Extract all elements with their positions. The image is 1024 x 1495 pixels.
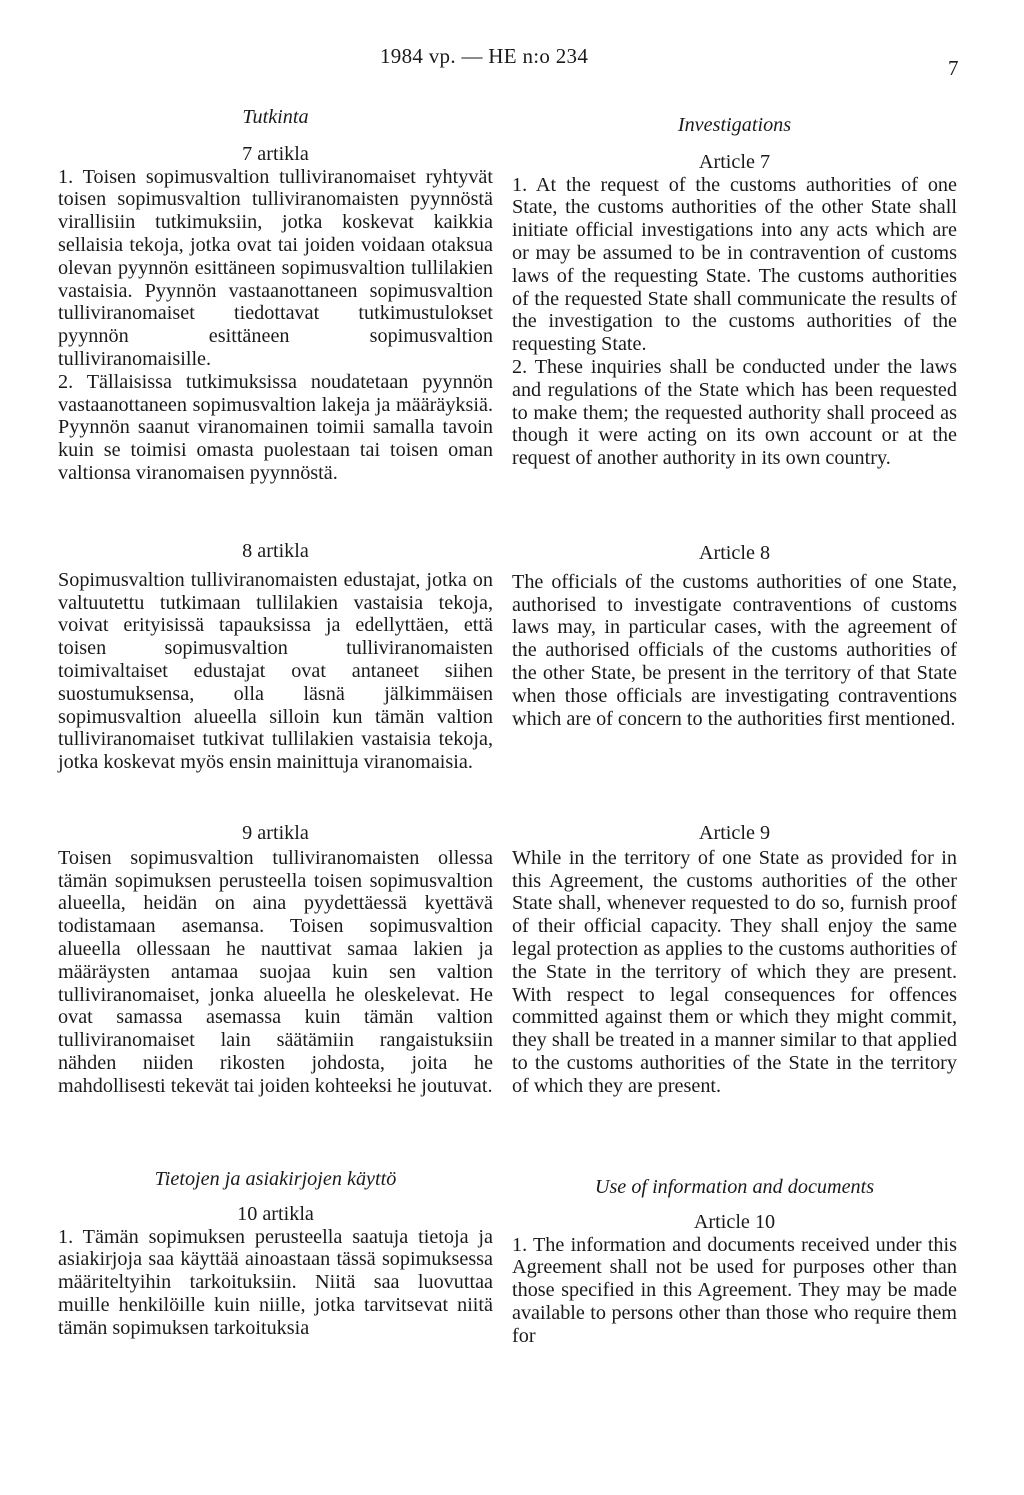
article-8-en [512,542,957,730]
article-7-paragraph-1: 1. Toisen sopimusvaltion tulliviranomaiset ryhtyvät toisen sopimusvaltion tulliviranomaisten pyynnöstä virallisiin tutkimuksiin, jotka koskevat kaikkia sellaisia tekoja, jotka ovat tai joiden voidaan otaksua olevan pyynnön esittäneen sopimusvaltion tullilakien vastaisia. Pyynnön vastaanottaneen sopimusvaltion tulliviranomaiset tiedottavat tutkimustulokset pyynnön esittäneen sopimusvaltion tulliviranomaisille. [58,165,493,370]
article-9-paragraph: Toisen sopimusvaltion tulliviranomaisten ollessa tämän sopimuksen perusteella toisen sopimusvaltion alueella, heidän on aina pyydettäessä kyettävä todistamaan asemansa. Toisen sopimusvaltion alueella ollessaan he nauttivat samaa lakien ja määräysten antamaa suojaa kuin sen valtion tulliviranomaiset, jonka alueella he oleskelevat. He ovat samassa asemassa kuin tämän valtion tulliviranomaiset lain säätämiin rangaistuksiin nähden niiden rikosten johdosta, joita he mahdollisesti tekevät tai joiden kohteeksi he joutuvat. [58,846,493,1097]
section-heading: Tietojen ja asiakirjojen käyttö [154,1168,397,1190]
article-9-title: Article 9 [698,822,771,844]
section-information-en [512,1170,957,1348]
article-10-title: Article 10 [693,1210,776,1233]
section-information-fi [58,1162,493,1340]
article-9-en [512,822,957,1098]
article-10-paragraph-1: 1. The information and documents received under this Agreement shall not be used for purposes other than those specified in this Agreement. They may be made available to persons other than those who require them for [512,1233,957,1347]
page-number: 7 [948,56,959,80]
article-8-title: 8 artikla [242,540,309,562]
article-8-fi [58,540,493,774]
section-investigations-fi [58,100,493,485]
article-8-paragraph: Sopimusvaltion tulliviranomaisten edustajat, jotka on valtuutettu tutkimaan tullilakien vastaisia tekoja, voivat erityisissä tapauksissa ja edellyttäen, että toisen sopimusvaltion tulliviranomaisten toimivaltaiset edustajat ovat antaneet siihen suostumuksensa, olla läsnä jälkimmäisen sopimusvaltion alueella silloin kun tämän valtion tulliviranomaiset tutkivat tullilakien vastaisia tekoja, jotka koskevat myös ensin mainittuja viranomaisia. [58,568,493,774]
article-9-paragraph: While in the territory of one State as provided for in this Agreement, the customs authorities of the other State shall, whenever requested to do so, furnish proof of their official capacity. They shall enjoy the same legal protection as applies to the customs authorities of the State in the territory of which they are present. With respect to legal consequences for offences committed against them or which they might commit, they shall be treated in a manner similar to that applied to the customs authorities of the State in the territory of which they are present. [512,846,957,1097]
article-7-title: Article 7 [698,150,771,173]
document-reference: 1984 vp. — HE n:o 234 [380,44,589,68]
page-header [0,44,1024,80]
article-7-paragraph-1: 1. At the request of the customs authorities of one State, the customs authorities of the other State shall initiate official investigations into any acts which are or may be assumed to be in contravention of customs laws of the requesting State. The customs authorities of the requested State shall communicate the results of the investigation to the customs authorities of the requesting State. [512,173,957,356]
section-heading: Investigations [677,114,792,136]
article-7-paragraph-2: 2. Tällaisissa tutkimuksissa noudatetaan pyynnön vastaanottaneen sopimusvaltion lakeja ja määräyksiä. Pyynnön saanut viranomainen toimii samalla tavoin kuin se toimisi omasta puolestaan tai toisen oman valtionsa viranomaisen pyynnöstä. [58,370,493,484]
section-heading: Use of information and documents [594,1176,875,1198]
article-7-title: 7 artikla [242,142,309,165]
article-7-paragraph-2: 2. These inquiries shall be conducted under the laws and regulations of the State which has been requested to make them; the requested authority shall proceed as though it were acting on its own account or at the request of another authority in its own country. [512,355,957,470]
article-10-title: 10 artikla [237,1202,314,1225]
article-8-title: Article 8 [698,542,771,564]
article-9-fi [58,822,493,1098]
article-8-paragraph: The officials of the customs authorities of one State, authorised to investigate contraventions of customs laws may, in particular cases, with the agreement of the authorised officials of the customs authorities of the other State, be present in the territory of that State when those officials are investigating contraventions which are of concern to the authorities first mentioned. [512,570,957,730]
section-heading: Tutkinta [242,106,309,128]
section-investigations-en [512,108,957,470]
article-10-paragraph-1: 1. Tämän sopimuksen perusteella saatuja tietoja ja asiakirjoja saa käyttää ainoastaan tässä sopimuksessa määriteltyihin tarkoituksiin. Niitä saa luovuttaa muille henkilöille kuin niille, jotka tarvitsevat niitä tämän sopimuksen tarkoituksia [58,1225,493,1339]
article-9-title: 9 artikla [242,822,309,844]
